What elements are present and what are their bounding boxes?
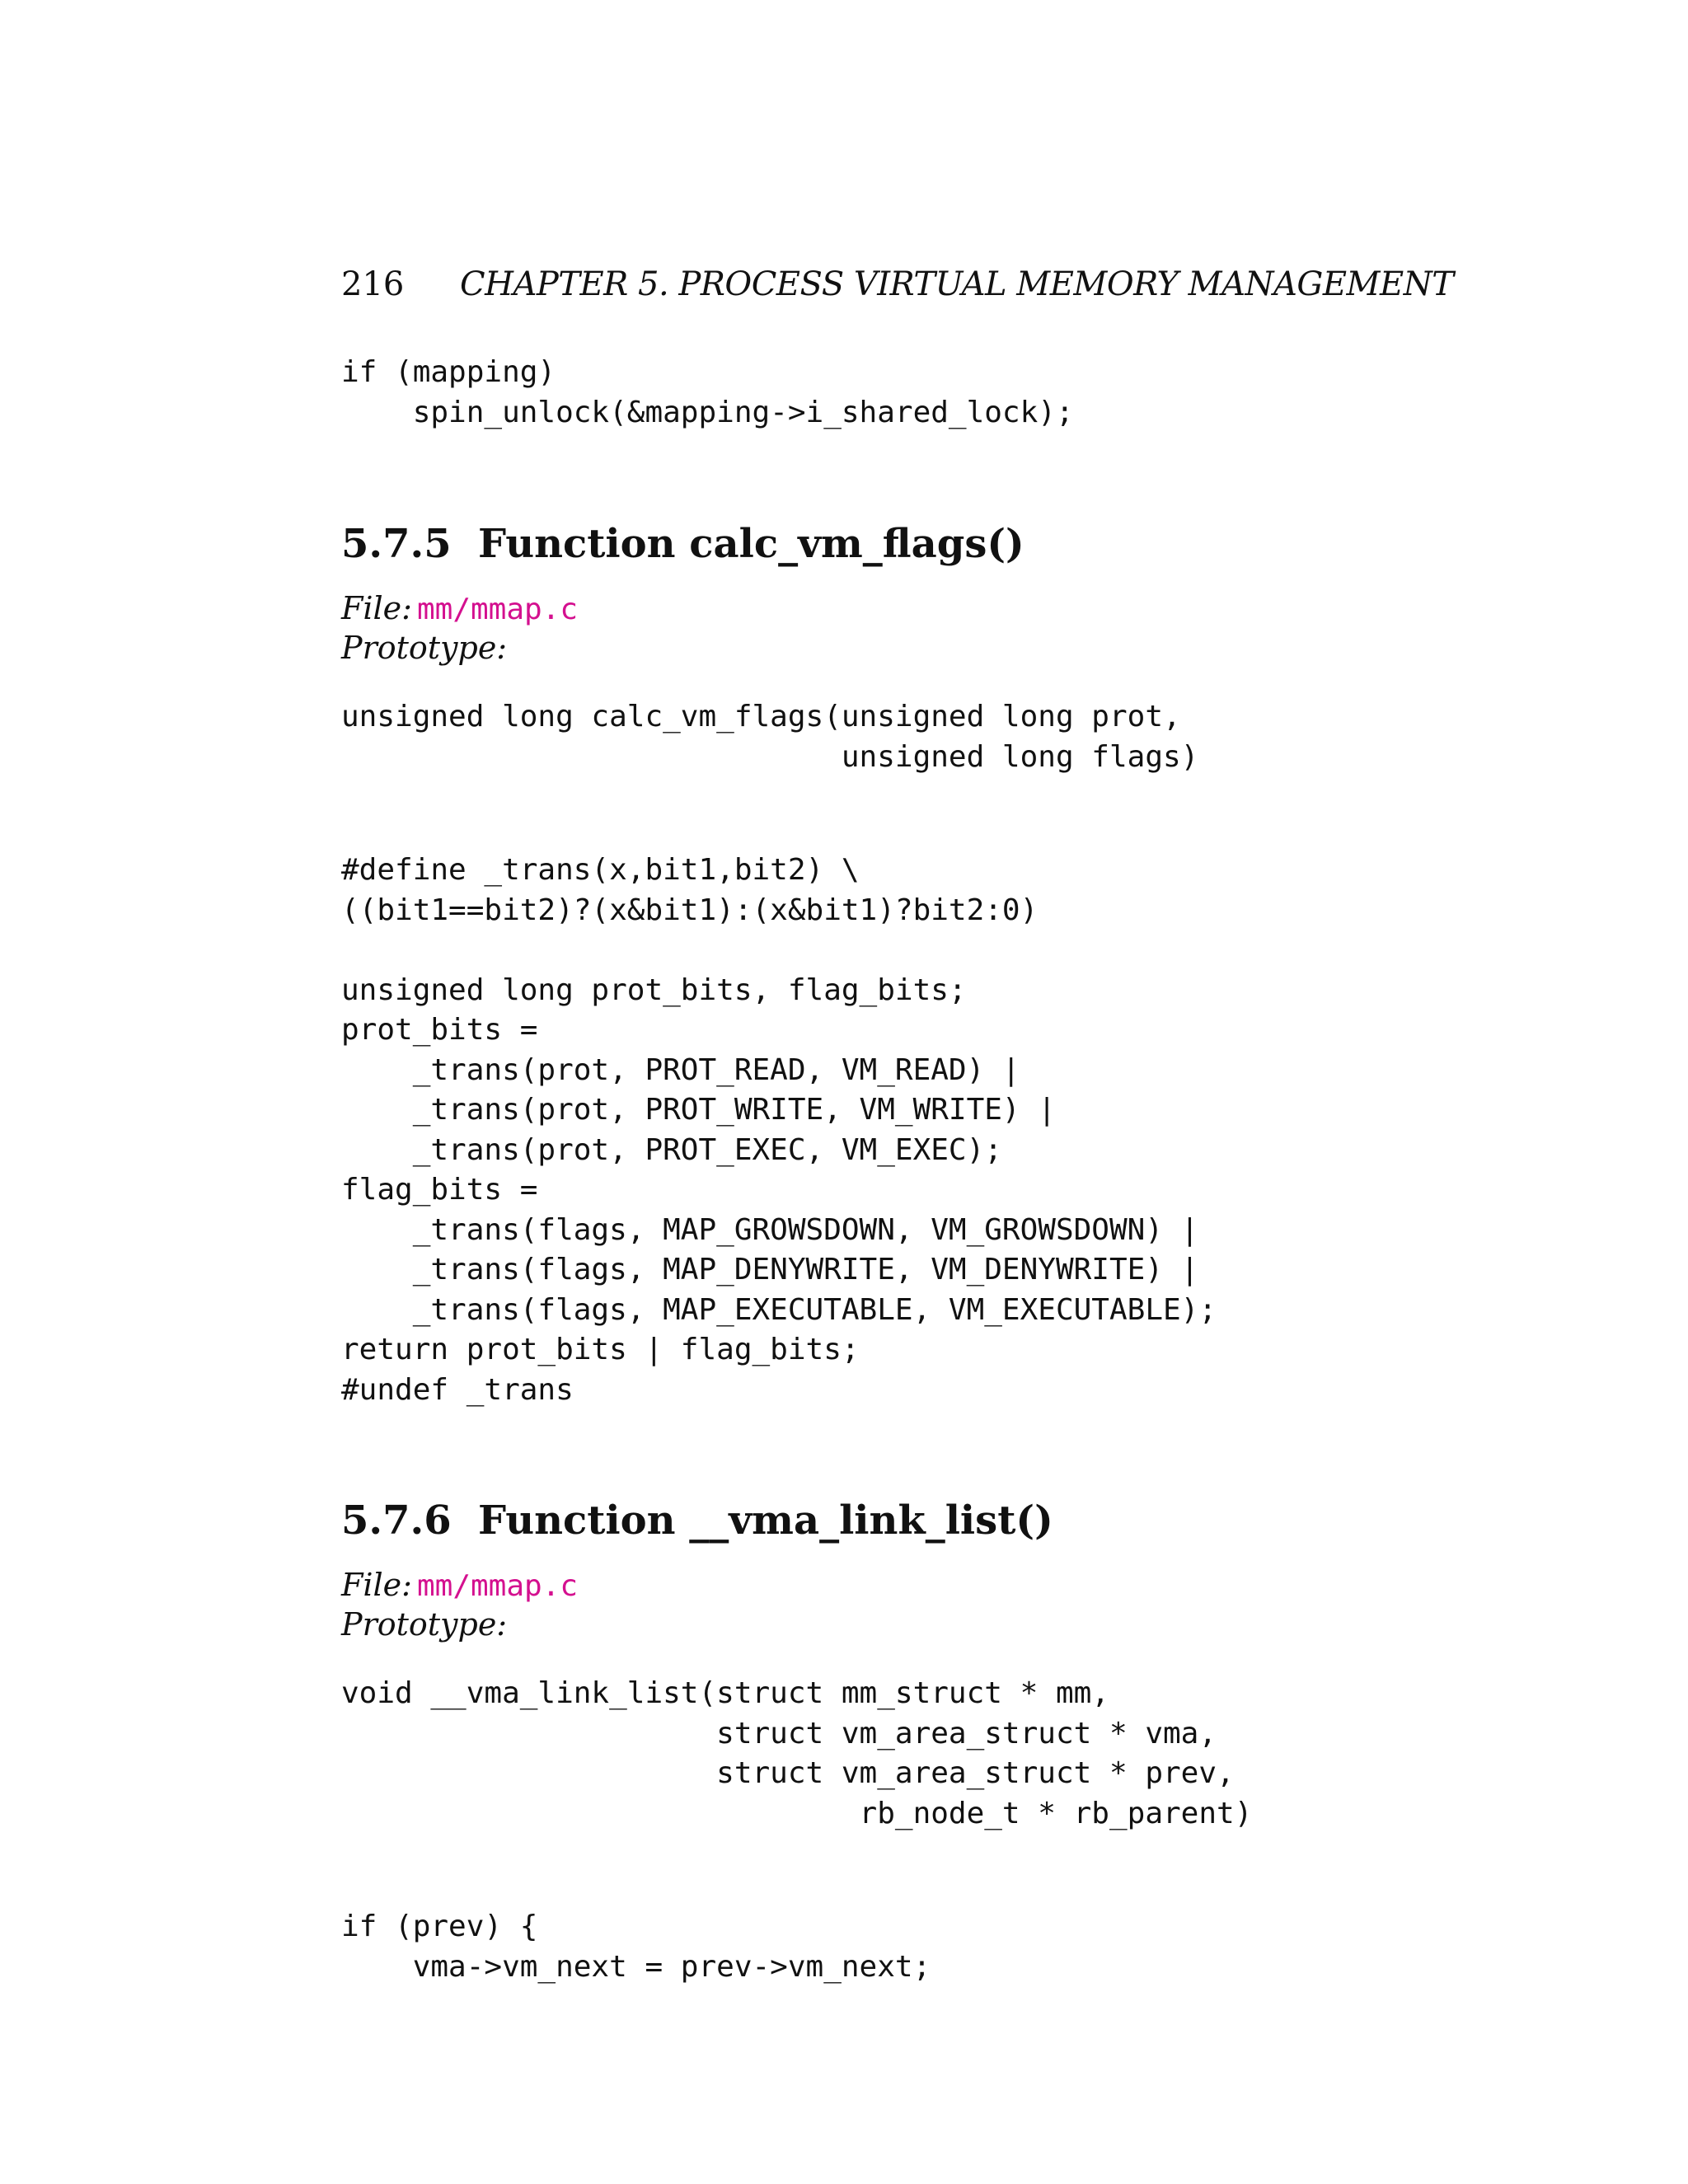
code-line: _trans(flags, MAP_GROWSDOWN, VM_GROWSDOWN) |: [341, 1212, 1199, 1247]
running-header: [341, 260, 1453, 308]
prototype-code-block: [341, 697, 1198, 777]
code-line: vma->vm_next = prev->vm_next;: [341, 1949, 931, 1984]
code-line: _trans(prot, PROT_WRITE, VM_WRITE) |: [341, 1093, 1056, 1127]
prototype-line: [341, 1605, 507, 1644]
prototype-line: [341, 628, 507, 668]
code-line: struct vm_area_struct * prev,: [341, 1756, 1235, 1790]
prototype-label: Prototype:: [341, 1606, 508, 1643]
code-line: prot_bits =: [341, 1013, 538, 1047]
code-line: _trans(flags, MAP_EXECUTABLE, VM_EXECUTABLE);: [341, 1292, 1217, 1327]
section-title: Function calc_vm_flags(): [478, 521, 1025, 567]
function-body-code-block: [341, 1907, 931, 1987]
code-line: unsigned long calc_vm_flags(unsigned long prot,: [341, 700, 1181, 733]
section-number: 5.7.6: [341, 1497, 452, 1544]
chapter-title: CHAPTER 5. PROCESS VIRTUAL MEMORY MANAGEMENT: [460, 265, 1454, 303]
file-path-link[interactable]: mm/mmap.c: [416, 593, 579, 626]
section-number: 5.7.5: [341, 521, 452, 567]
section-heading-5-7-5: [341, 519, 1025, 569]
prototype-label: Prototype:: [341, 630, 508, 666]
code-line: return prot_bits | flag_bits;: [341, 1333, 860, 1366]
section-title: Function __vma_link_list(): [478, 1497, 1053, 1544]
code-line: _trans(prot, PROT_READ, VM_READ) |: [341, 1052, 1020, 1087]
function-body-code-block: [341, 851, 1217, 1410]
file-label: File:: [341, 590, 412, 626]
code-line: _trans(flags, MAP_DENYWRITE, VM_DENYWRITE) |: [341, 1253, 1199, 1286]
page-number: 216: [341, 265, 405, 303]
file-label: File:: [341, 1567, 412, 1603]
code-line: void __vma_link_list(struct mm_struct * mm,: [341, 1676, 1109, 1710]
file-path-link[interactable]: mm/mmap.c: [416, 1569, 579, 1603]
section-heading-5-7-6: [341, 1496, 1053, 1545]
code-line: _trans(prot, PROT_EXEC, VM_EXEC);: [341, 1132, 1002, 1167]
file-line: [341, 588, 578, 630]
code-line: if (mapping): [341, 355, 556, 389]
code-block-continuation: [341, 353, 1074, 433]
code-line: #undef _trans: [341, 1372, 574, 1407]
code-line: #define _trans(x,bit1,bit2) \: [341, 853, 860, 887]
file-line: [341, 1565, 578, 1606]
code-line: ((bit1==bit2)?(x&bit1):(x&bit1)?bit2:0): [341, 893, 1039, 927]
code-line: struct vm_area_struct * vma,: [341, 1716, 1217, 1750]
code-line: if (prev) {: [341, 1910, 538, 1943]
code-line: unsigned long prot_bits, flag_bits;: [341, 972, 967, 1007]
code-line: unsigned long flags): [341, 739, 1199, 774]
code-line: flag_bits =: [341, 1173, 538, 1207]
prototype-code-block: [341, 1674, 1252, 1834]
code-line: [341, 930, 1217, 971]
code-line: spin_unlock(&mapping->i_shared_lock);: [341, 395, 1074, 429]
code-line: rb_node_t * rb_parent): [341, 1796, 1253, 1830]
